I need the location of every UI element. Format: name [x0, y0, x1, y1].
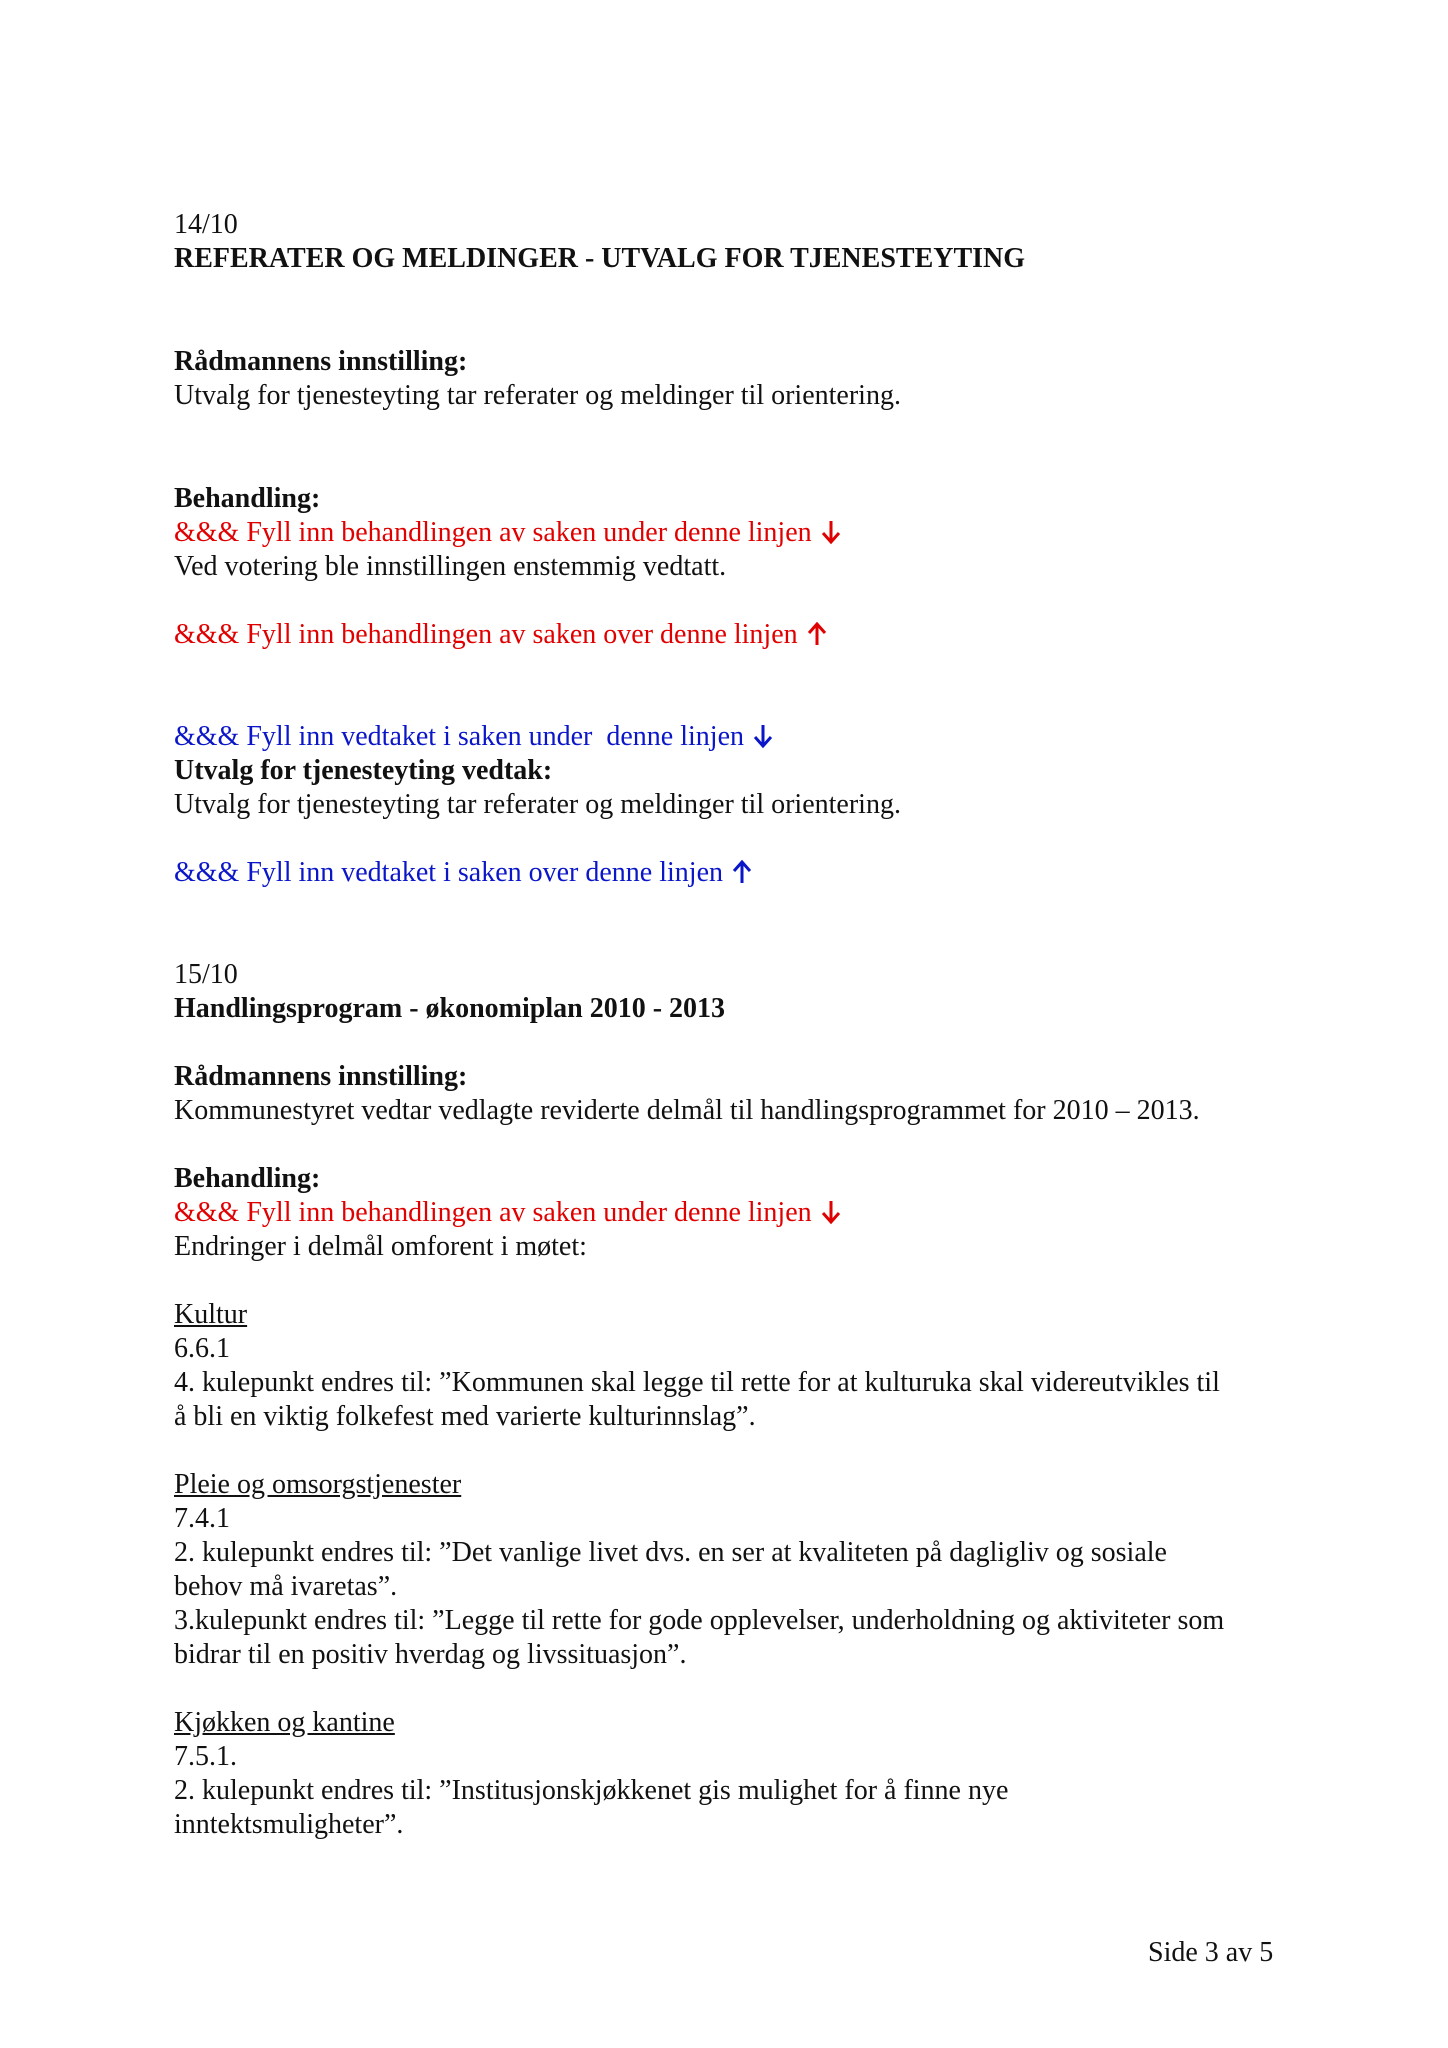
recommendation-text: Utvalg for tjenesteyting tar referater og meldinger til orientering. [174, 380, 901, 411]
case-title: REFERATER OG MELDINGER - UTVALG FOR TJENESTEYTING [174, 243, 1026, 274]
arrow-down-icon [752, 723, 774, 749]
fill-treatment-over-text: &&& Fyll inn behandlingen av saken over denne linjen [174, 619, 798, 650]
page-number: Side 3 av 5 [1148, 1937, 1274, 1968]
section-line: 3.kulepunkt endres til: ”Legge til rette for gode opplevelser, underholdning og aktiviteter som [174, 1605, 1225, 1636]
section-line: 7.5.1. [174, 1741, 237, 1772]
case-number: 14/10 [174, 209, 238, 240]
section-line: inntektsmuligheter”. [174, 1809, 404, 1840]
arrow-up-icon [731, 859, 753, 885]
changes-intro: Endringer i delmål omforent i møtet: [174, 1231, 587, 1262]
case-title: Handlingsprogram - økonomiplan 2010 - 2013 [174, 993, 726, 1024]
section-heading-pleie: Pleie og omsorgstjenester [174, 1469, 462, 1500]
fill-decision-over-line [174, 856, 753, 890]
case-number: 15/10 [174, 959, 238, 990]
section-line: behov må ivaretas”. [174, 1571, 398, 1602]
decision-heading: Utvalg for tjenesteyting vedtak: [174, 755, 553, 786]
section-line: 6.6.1 [174, 1333, 230, 1364]
decision-text: Utvalg for tjenesteyting tar referater og meldinger til orientering. [174, 789, 901, 820]
fill-treatment-under-line [174, 1196, 842, 1230]
fill-treatment-under-text: &&& Fyll inn behandlingen av saken under denne linjen [174, 517, 812, 548]
recommendation-text: Kommunestyret vedtar vedlagte reviderte delmål til handlingsprogrammet for 2010 – 2013. [174, 1095, 1200, 1126]
treatment-heading: Behandling: [174, 1163, 321, 1194]
section-line: 2. kulepunkt endres til: ”Institusjonskjøkkenet gis mulighet for å finne nye [174, 1775, 1009, 1806]
arrow-up-icon [806, 621, 828, 647]
treatment-heading: Behandling: [174, 483, 321, 514]
fill-decision-under-text: &&& Fyll inn vedtaket i saken under denne linjen [174, 721, 744, 752]
section-line: 7.4.1 [174, 1503, 230, 1534]
section-line: å bli en viktig folkefest med varierte kulturinnslag”. [174, 1401, 756, 1432]
arrow-down-icon [820, 519, 842, 545]
section-heading-kultur: Kultur [174, 1299, 248, 1330]
recommendation-heading: Rådmannens innstilling: [174, 346, 468, 377]
fill-treatment-under-text: &&& Fyll inn behandlingen av saken under denne linjen [174, 1197, 812, 1228]
fill-treatment-over-line [174, 618, 828, 652]
section-line: 2. kulepunkt endres til: ”Det vanlige livet dvs. en ser at kvaliteten på dagligliv og sosiale [174, 1537, 1167, 1568]
fill-decision-under-line [174, 720, 774, 754]
treatment-text: Ved votering ble innstillingen enstemmig vedtatt. [174, 551, 727, 582]
recommendation-heading: Rådmannens innstilling: [174, 1061, 468, 1092]
fill-decision-over-text: &&& Fyll inn vedtaket i saken over denne linjen [174, 857, 723, 888]
arrow-down-icon [820, 1199, 842, 1225]
section-line: bidrar til en positiv hverdag og livssituasjon”. [174, 1639, 687, 1670]
section-line: 4. kulepunkt endres til: ”Kommunen skal legge til rette for at kulturuka skal videreutvikles til [174, 1367, 1220, 1398]
section-heading-kjokken: Kjøkken og kantine [174, 1707, 395, 1738]
fill-treatment-under-line [174, 516, 842, 550]
